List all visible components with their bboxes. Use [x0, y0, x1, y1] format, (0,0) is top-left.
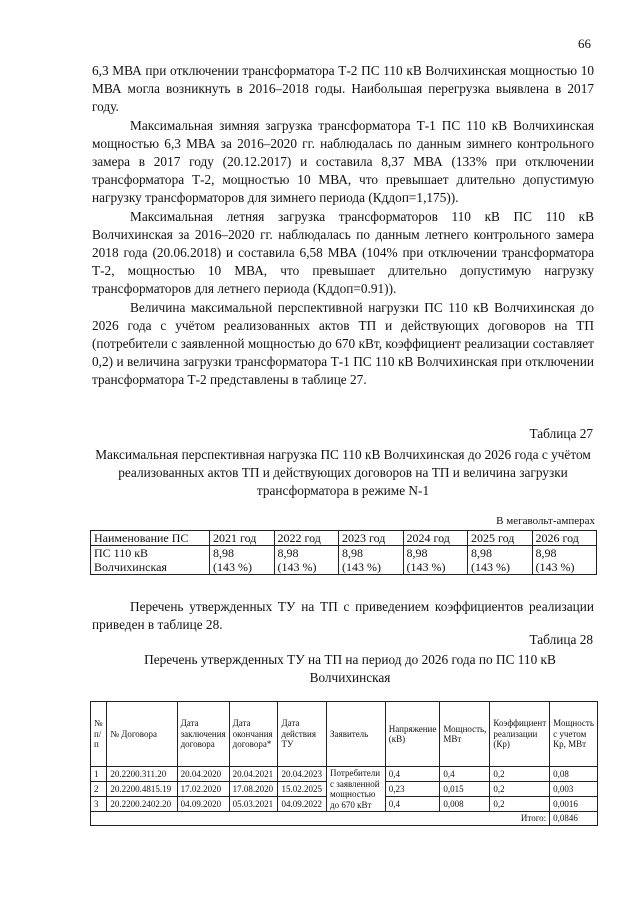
power: 0,015	[440, 782, 490, 797]
tu-valid-date: 20.04.2023	[278, 767, 327, 782]
applicant: Потребители с заявленной мощностью до 670 кВт	[327, 767, 386, 812]
table28-header-cell: № Договора	[107, 702, 177, 767]
contract-date: 20.04.2020	[177, 767, 229, 782]
table28-header-cell: Дата действия ТУ	[278, 702, 327, 767]
realization-coef: 0,2	[490, 767, 550, 782]
table27-value-cell	[339, 546, 404, 575]
table27-value-cell	[274, 546, 339, 575]
table28-total-row	[91, 812, 598, 826]
table27-header-cell: 2026 год	[532, 531, 597, 546]
page-number: 66	[578, 36, 591, 51]
paragraph-2: Максимальная зимняя загрузка трансформатора Т-1 ПС 110 кВ Волчихинская мощностью 6,3 МВА за 2016–2020 гг. наблюдалась по данным зимнего контрольного замера в 2017 году (20.12.2017) и составила 8,37 МВА (133% при отключении трансформатора Т-2, мощностью 10 МВА, что превышает длительно допустимую нагрузку трансформаторов для зимнего периода (Кддоп=1,175)).	[92, 117, 594, 206]
table28-title: Перечень утвержденных ТУ на ТП на период до 2026 года по ПС 110 кВ Волчихинская	[144, 652, 556, 686]
contract-date: 04.09.2020	[177, 797, 229, 812]
contract-end-date: 05.03.2021	[229, 797, 278, 812]
contract-end-date: 17.08.2020	[229, 782, 278, 797]
table27-header-cell: 2021 год	[210, 531, 275, 546]
contract-number: 20.2200.2402.20	[107, 797, 177, 812]
table27-value-cell	[468, 546, 533, 575]
table28-header-cell: № п/п	[91, 702, 107, 767]
realization-coef: 0,2	[490, 797, 550, 812]
table27-header-cell: 2024 год	[403, 531, 468, 546]
table28-header-cell: Заявитель	[327, 702, 386, 767]
table28-header-cell: Коэффициент реализации (Кр)	[490, 702, 550, 767]
table28-header-cell: Дата заключения договора	[177, 702, 229, 767]
paragraph-4: Величина максимальной перспективной нагрузки ПС 110 кВ Волчихинская до 2026 года с учётом реализованных актов ТП и действующих договоров на ТП (потребители с заявленной мощностью до 670 кВт, коэффициент реализации составляет 0,2) и величина загрузки трансформатора Т-1 ПС 110 кВ Волчихинская при отключении трансформатора Т-2 представлены в таблице 27.	[92, 299, 594, 388]
table27-header-cell: 2025 год	[468, 531, 533, 546]
table27-header-cell: 2023 год	[339, 531, 404, 546]
table27-load: 8,98	[406, 546, 428, 560]
table28-header-cell: Напряжение (кВ)	[385, 702, 440, 767]
table27-header-cell: Наименование ПС	[91, 531, 210, 546]
contract-number: 20.2200.4815.19	[107, 782, 177, 797]
total-label: Итого:	[91, 812, 550, 826]
table27-title: Максимальная перспективная нагрузка ПС 110 кВ Волчихинская до 2026 года с учётом реализованных актов ТП и действующих договоров на ТП и величина загрузки трансформатора в режиме N-1	[95, 447, 591, 499]
table27-value-cell	[210, 546, 275, 575]
paragraph-3: Максимальная летняя загрузка трансформаторов 110 кВ ПС 110 кВ Волчихинская за 2016–2020 гг. наблюдалась по данным летнего контрольного замера 2018 года (20.06.2018) и составила 6,58 МВА (104% при отключении трансформатора Т-2, мощностью 10 МВА, что превышает длительно допустимую нагрузку трансформаторов для летнего периода (Кддоп=0.91)).	[92, 208, 594, 297]
table27-percent: (143 %)	[342, 560, 381, 574]
power-with-coef: 0,003	[550, 782, 598, 797]
contract-end-date: 20.04.2021	[229, 767, 278, 782]
table-27	[90, 530, 597, 575]
table27-value-cell	[532, 546, 597, 575]
power-with-coef: 0,0016	[550, 797, 598, 812]
table27-label: Таблица 27	[529, 426, 593, 441]
table-28	[90, 701, 598, 826]
row-number: 1	[91, 767, 107, 782]
table28-label: Таблица 28	[529, 632, 593, 647]
contract-date: 17.02.2020	[177, 782, 229, 797]
voltage: 0,4	[385, 797, 440, 812]
table27-substation-name: ПС 110 кВ Волчихинская	[91, 546, 210, 575]
tu-valid-date: 15.02.2025	[278, 782, 327, 797]
table27-percent: (143 %)	[406, 560, 446, 574]
table27-load: 8,98	[277, 546, 299, 560]
table27-load: 8,98	[213, 546, 234, 560]
table27-load: 8,98	[535, 546, 557, 560]
table28-header-cell: Мощность с учетом Кр, МВт	[550, 702, 598, 767]
contract-number: 20.2200.311.20	[107, 767, 177, 782]
power: 0,4	[440, 767, 490, 782]
table27-units: В мегавольт-амперах	[496, 515, 595, 527]
table28-header-cell: Мощность, МВт	[440, 702, 490, 767]
row-number: 3	[91, 797, 107, 812]
table27-data-row	[91, 546, 597, 575]
table27-header-cell: 2022 год	[274, 531, 339, 546]
power: 0,008	[440, 797, 490, 812]
table28-header-cell: Дата окончания договора*	[229, 702, 278, 767]
total-value: 0,0846	[550, 812, 598, 826]
power-with-coef: 0,08	[550, 767, 598, 782]
table27-percent: (143 %)	[535, 560, 575, 574]
voltage: 0,23	[385, 782, 440, 797]
table28-header-row	[91, 702, 598, 767]
table27-load: 8,98	[342, 546, 363, 560]
table27-load: 8,98	[471, 546, 492, 560]
body-text-top	[92, 62, 594, 390]
table-row	[91, 767, 598, 782]
table27-percent: (143 %)	[277, 560, 317, 574]
voltage: 0,4	[385, 767, 440, 782]
row-number: 2	[91, 782, 107, 797]
paragraph-after-table27: Перечень утвержденных ТУ на ТП с приведением коэффициентов реализации приведен в таблице 28.	[92, 599, 594, 633]
table27-percent: (143 %)	[213, 560, 252, 574]
tu-valid-date: 04.09.2022	[278, 797, 327, 812]
table27-percent: (143 %)	[471, 560, 510, 574]
paragraph-1: 6,3 МВА при отключении трансформатора Т-2 ПС 110 кВ Волчихинская мощностью 10 МВА могла возникнуть в 2016–2018 годы. Наибольшая перегрузка выявлена в 2017 году.	[92, 63, 594, 115]
table27-header-row	[91, 531, 597, 546]
realization-coef: 0,2	[490, 782, 550, 797]
table27-value-cell	[403, 546, 468, 575]
